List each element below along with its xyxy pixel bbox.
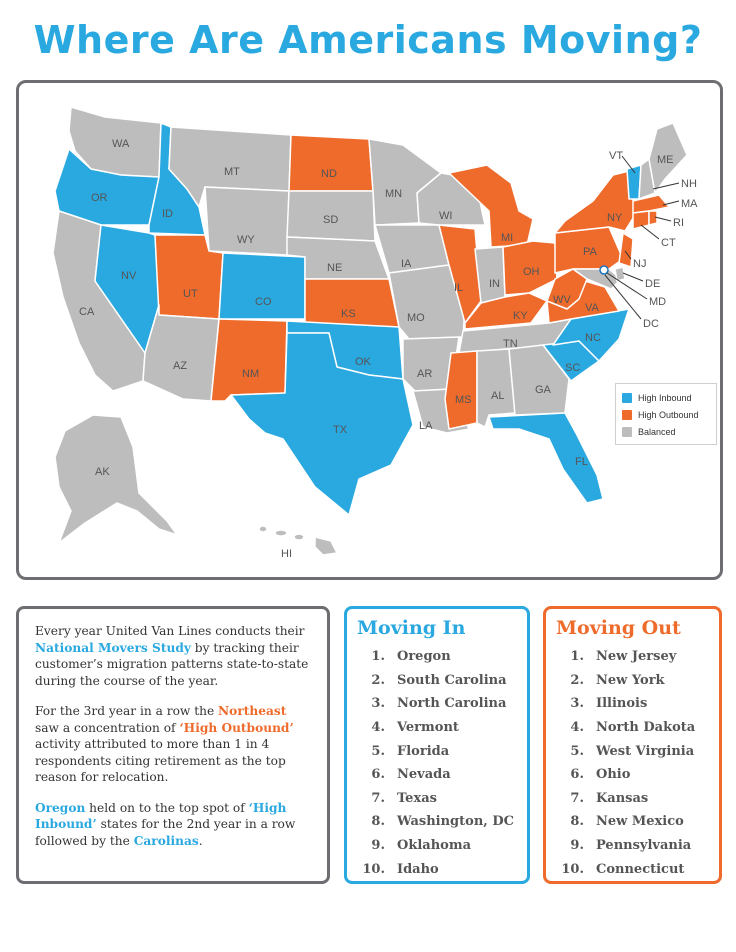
info-paragraph-1: Every year United Van Lines conducts their National Movers Study by tracking their customer’s migration patterns state-to-state during the course of the year. <box>35 624 309 688</box>
label-DC: DC <box>643 318 659 330</box>
label-NJ: NJ <box>633 258 647 270</box>
label-MO: MO <box>407 312 425 324</box>
label-SC: SC <box>565 362 581 374</box>
label-IA: IA <box>401 258 412 270</box>
page-title: Where Are Americans Moving? <box>33 18 703 62</box>
label-NH: NH <box>681 178 697 190</box>
label-MA: MA <box>681 198 698 210</box>
label-VT: VT <box>609 150 624 162</box>
state-CT <box>633 211 649 229</box>
label-OK: OK <box>355 356 371 368</box>
label-GA: GA <box>535 384 551 396</box>
list-item: 5. Florida <box>371 743 450 759</box>
label-IL: IL <box>454 282 464 294</box>
legend-swatch-inbound <box>622 393 632 403</box>
label-SD: SD <box>323 214 339 226</box>
state-HI <box>259 526 337 555</box>
label-WA: WA <box>112 138 130 150</box>
moving-in-title: Moving In <box>357 617 466 639</box>
moving-in-panel <box>344 606 530 884</box>
list-item: 9. Oklahoma <box>371 838 471 854</box>
list-item: 7. Texas <box>371 790 437 806</box>
label-ME: ME <box>657 154 674 166</box>
moving-out-panel <box>543 606 722 884</box>
label-WV: WV <box>553 294 571 306</box>
legend-label-inbound: High Inbound <box>638 392 692 403</box>
state-RI <box>649 211 657 225</box>
list-item: 9. Pennsylvania <box>570 838 692 854</box>
list-item: 10. Connecticut <box>561 861 685 877</box>
state-NM <box>211 319 287 401</box>
label-NC: NC <box>585 332 601 344</box>
label-AL: AL <box>491 390 505 402</box>
label-AK: AK <box>95 466 110 478</box>
moving-in-list <box>357 645 527 881</box>
label-TN: TN <box>503 338 518 350</box>
info-paragraph-2: For the 3rd year in a row the Northeast saw a concentration of ‘High Outbound’ activity attributed to more than 1 in 4 respondents citing retirement as the top reason for relocation. <box>35 704 294 784</box>
state-NJ <box>619 233 633 267</box>
label-NE: NE <box>327 262 343 274</box>
legend-swatch-balanced <box>622 427 632 437</box>
list-item: 3. North Carolina <box>371 696 507 712</box>
state-MS <box>445 351 477 429</box>
label-KY: KY <box>513 310 528 322</box>
label-MT: MT <box>224 166 240 178</box>
info-panel <box>16 606 330 884</box>
label-DE: DE <box>645 278 661 290</box>
list-item: 1. Oregon <box>371 649 451 665</box>
label-NM: NM <box>242 368 260 380</box>
label-VA: VA <box>585 302 599 314</box>
label-WI: WI <box>439 210 453 222</box>
map-legend <box>615 383 717 445</box>
moving-out-title: Moving Out <box>556 617 681 639</box>
label-CA: CA <box>79 306 95 318</box>
state-AK <box>55 415 177 543</box>
us-map-svg <box>19 83 723 580</box>
list-item: 2. New York <box>570 672 665 688</box>
label-IN: IN <box>489 278 500 290</box>
label-CO: CO <box>255 296 272 308</box>
label-NY: NY <box>607 212 623 224</box>
list-item: 1. New Jersey <box>570 649 677 665</box>
legend-item-outbound <box>622 406 710 423</box>
list-item: 7. Kansas <box>570 790 649 806</box>
legend-label-outbound: High Outbound <box>638 409 699 420</box>
list-item: 6. Ohio <box>570 767 631 783</box>
list-item: 8. New Mexico <box>570 814 684 830</box>
label-ND: ND <box>321 168 337 180</box>
list-item: 2. South Carolina <box>371 672 507 688</box>
label-MN: MN <box>385 188 403 200</box>
label-AR: AR <box>417 368 433 380</box>
label-KS: KS <box>341 308 356 320</box>
label-MD: MD <box>649 296 667 308</box>
moving-out-list <box>556 645 719 881</box>
state-IN <box>475 247 505 303</box>
legend-item-balanced <box>622 423 710 440</box>
dc-marker <box>600 266 608 274</box>
state-ND <box>289 135 373 191</box>
label-MI: MI <box>501 232 514 244</box>
label-FL: FL <box>575 456 588 468</box>
info-paragraph-3: Oregon held on to the top spot of ‘High Inbound’ states for the 2nd year in a row followed by the Carolinas. <box>35 800 296 848</box>
label-TX: TX <box>333 424 348 436</box>
list-item: 8. Washington, DC <box>371 814 514 830</box>
label-OH: OH <box>523 266 540 278</box>
label-NV: NV <box>121 270 137 282</box>
label-RI: RI <box>673 217 684 229</box>
label-ID: ID <box>162 208 173 220</box>
label-AZ: AZ <box>173 360 188 372</box>
legend-swatch-outbound <box>622 410 632 420</box>
list-item: 5. West Virginia <box>570 743 695 759</box>
label-WY: WY <box>237 234 255 246</box>
list-item: 3. Illinois <box>570 696 648 712</box>
legend-label-balanced: Balanced <box>638 426 676 437</box>
legend-item-inbound <box>622 389 710 406</box>
label-CT: CT <box>661 237 676 249</box>
state-AZ <box>143 305 219 401</box>
state-CO <box>219 253 305 319</box>
list-item: 6. Nevada <box>371 767 451 783</box>
state-NY <box>555 171 635 233</box>
list-item: 10. Idaho <box>362 861 439 877</box>
label-PA: PA <box>583 246 597 258</box>
label-MS: MS <box>455 394 472 406</box>
label-OR: OR <box>91 192 108 204</box>
list-item: 4. North Dakota <box>570 720 696 736</box>
label-LA: LA <box>419 420 433 432</box>
label-HI: HI <box>281 548 292 560</box>
label-UT: UT <box>183 288 198 300</box>
list-item: 4. Vermont <box>371 720 459 736</box>
us-map <box>16 80 723 580</box>
national-movers-study-link[interactable]: National Movers Study <box>35 640 191 655</box>
